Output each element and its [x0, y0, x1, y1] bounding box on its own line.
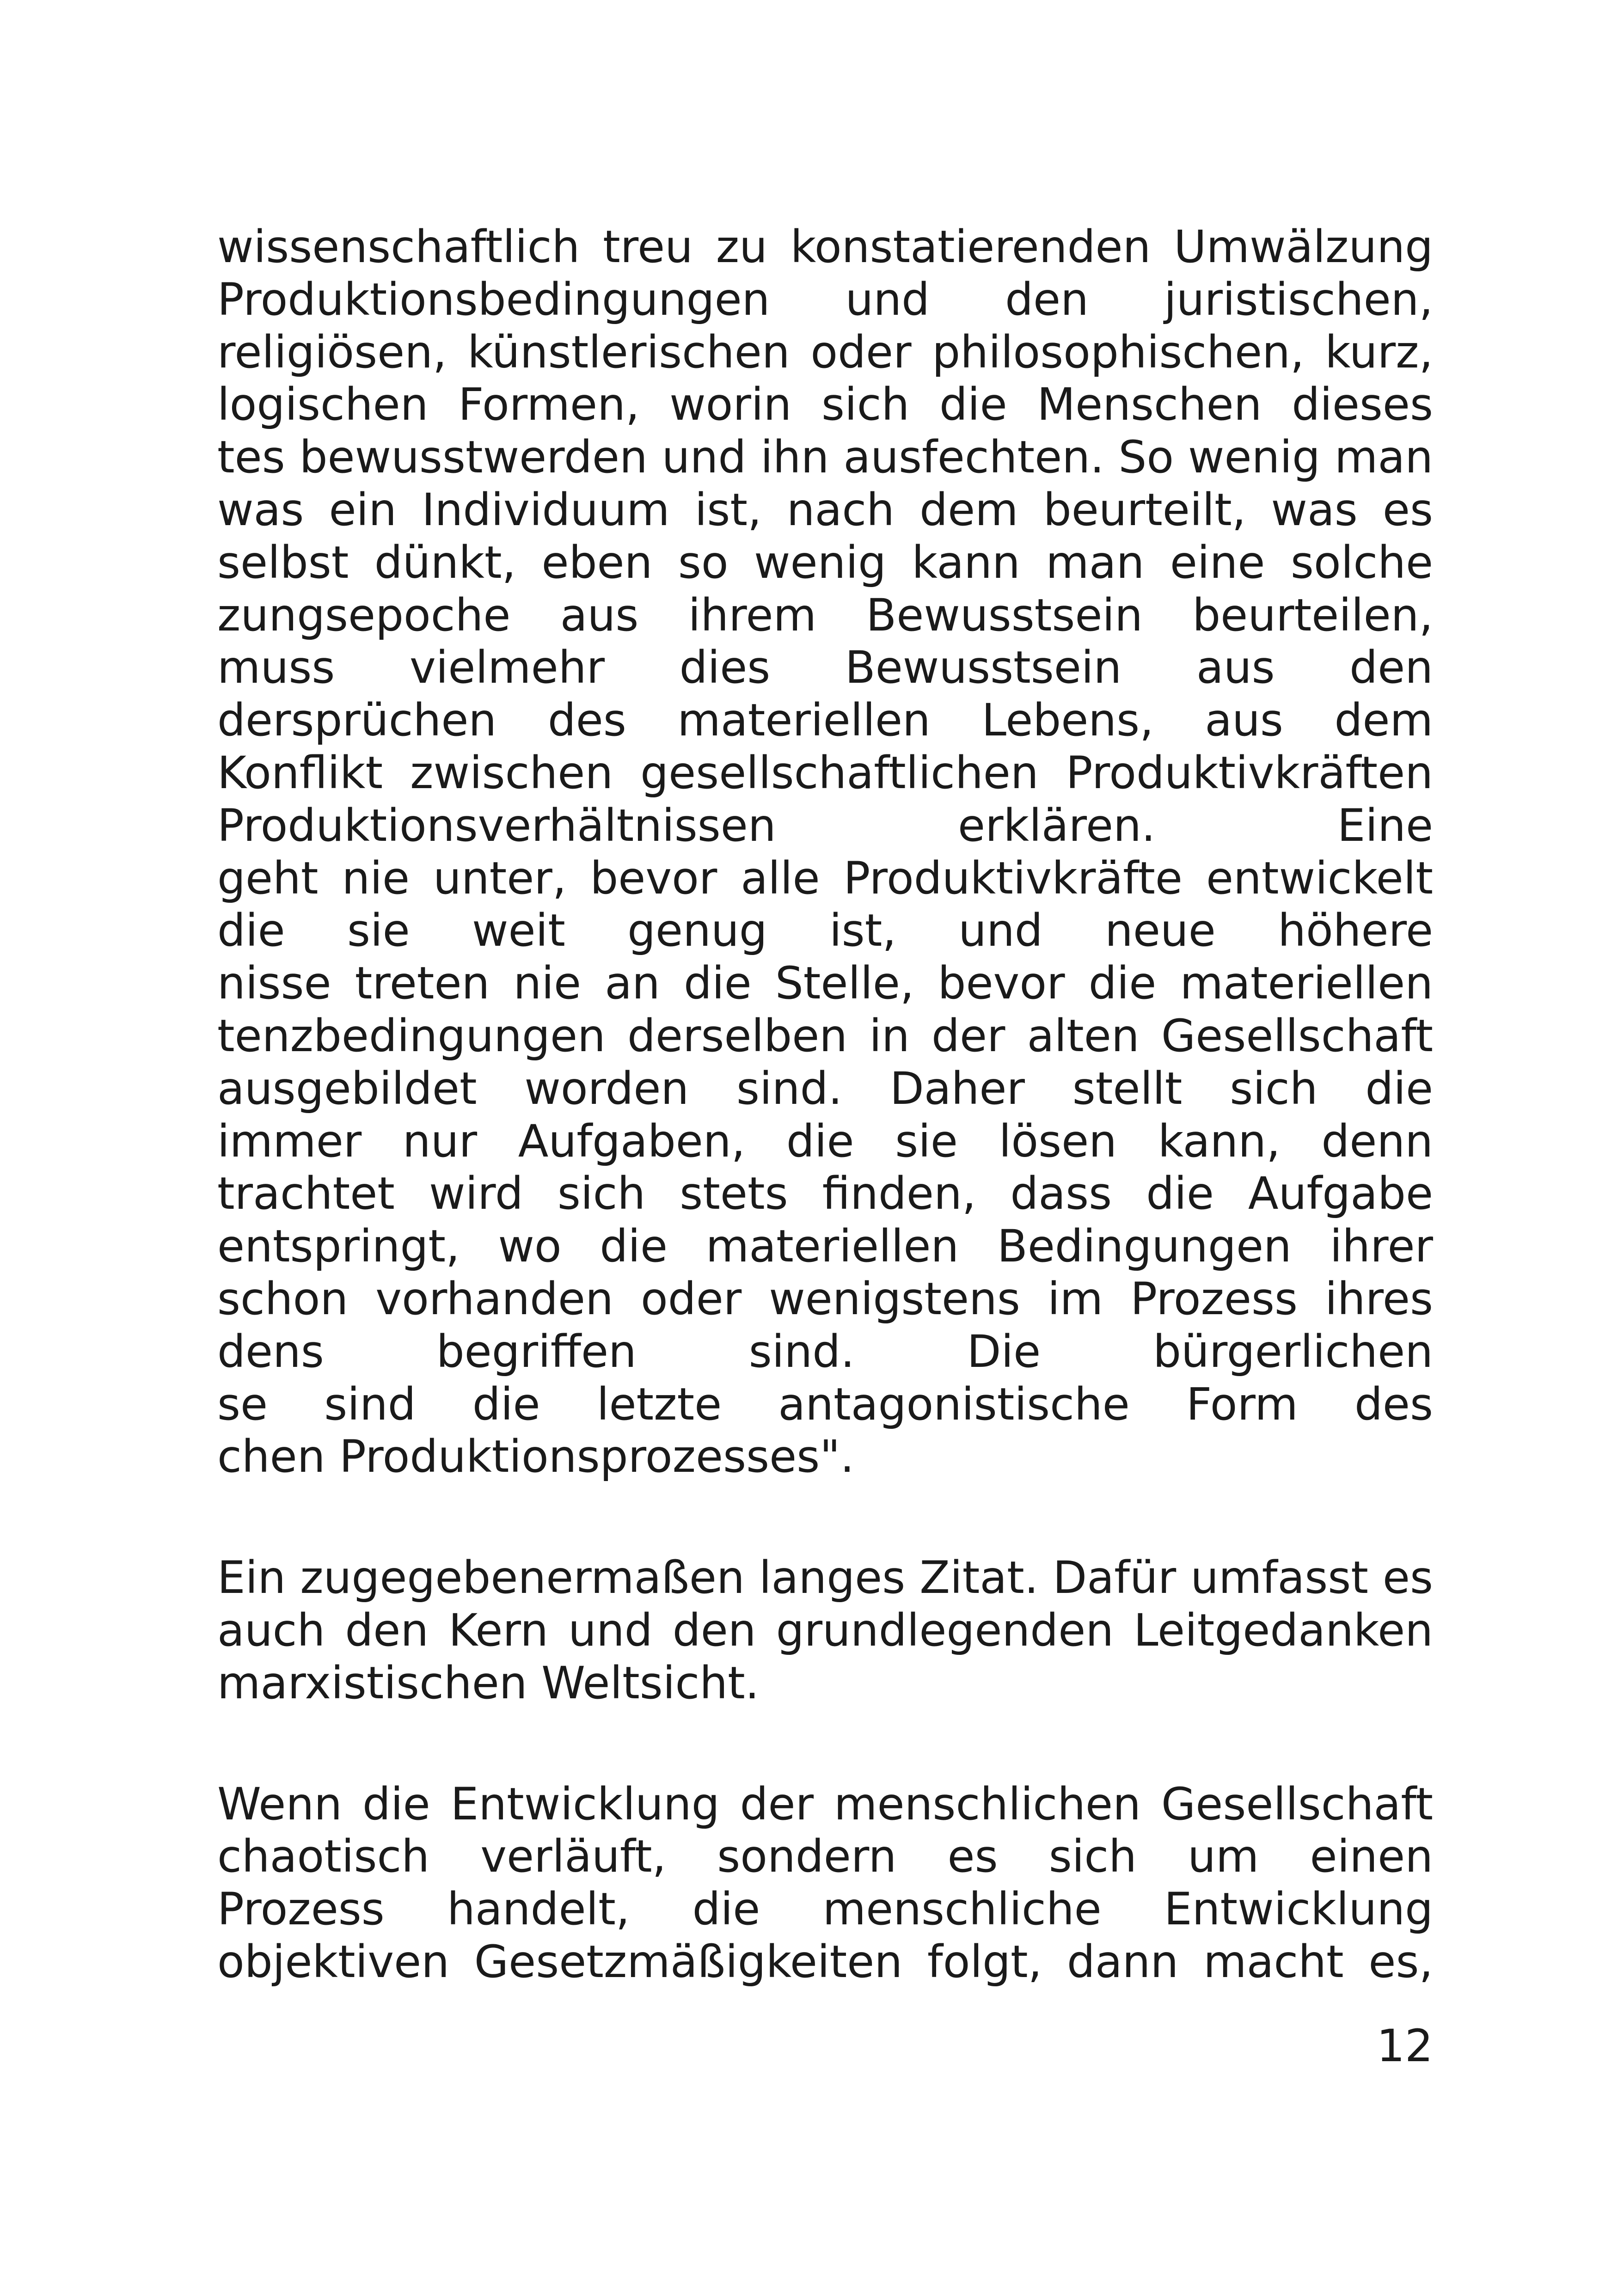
text-line: wissenschaftlich treu zu konstatierenden Umwälzung: [217, 221, 1433, 273]
text-line: nisse treten nie an die Stelle, bevor die materiellen: [217, 957, 1433, 1010]
text-line: dens begriffen sind. Die bürgerlichen: [217, 1325, 1433, 1378]
text-line: Wenn die Entwicklung der menschlichen Gesellschaft: [217, 1778, 1433, 1830]
text-line: Ein zugegebenermaßen langes Zitat. Dafür umfasst es: [217, 1552, 1433, 1604]
text-line: entspringt, wo die materiellen Bedingungen ihrer: [217, 1220, 1433, 1273]
page-number: 12: [1376, 2020, 1433, 2072]
body-text: [217, 221, 1433, 1989]
paragraph-gap: [217, 1710, 1433, 1778]
text-line: schon vorhanden oder wenigstens im Prozess ihres: [217, 1273, 1433, 1325]
text-line: tenzbedingungen derselben in der alten Gesellschaft: [217, 1010, 1433, 1062]
text-line: trachtet wird sich stets finden, dass die Aufgabe: [217, 1168, 1433, 1220]
text-line: die sie weit genug ist, und neue höhere: [217, 905, 1433, 957]
text-line: was ein Individuum ist, nach dem beurteilt, was es: [217, 484, 1433, 536]
text-line: Konflikt zwischen gesellschaftlichen Produktivkräften: [217, 747, 1433, 799]
text-line: chaotisch verläuft, sondern es sich um einen: [217, 1831, 1433, 1883]
text-line: marxistischen Weltsicht.: [217, 1657, 760, 1709]
text-line: ausgebildet worden sind. Daher stellt sich die: [217, 1062, 1433, 1114]
paragraph: [217, 1552, 1433, 1709]
text-line: religiösen, künstlerischen oder philosophischen, kurz,: [217, 326, 1433, 378]
text-line: muss vielmehr dies Bewusstsein aus den: [217, 642, 1433, 694]
text-line: tes bewusstwerden und ihn ausfechten. So wenig man: [217, 431, 1433, 484]
text-line: zungsepoche aus ihrem Bewusstsein beurteilen,: [217, 589, 1433, 641]
text-line: objektiven Gesetzmäßigkeiten folgt, dann macht es,: [217, 1935, 1433, 1988]
text-line: logischen Formen, worin sich die Menschen dieses: [217, 379, 1433, 431]
paragraph: [217, 221, 1433, 1483]
text-line: dersprüchen des materiellen Lebens, aus dem: [217, 694, 1433, 747]
text-line: Produktionsverhältnissen erklären. Eine: [217, 799, 1433, 851]
text-line: geht nie unter, bevor alle Produktivkräfte entwickelt: [217, 852, 1433, 904]
paragraph-gap: [217, 1483, 1433, 1552]
paragraph: [217, 1778, 1433, 1989]
text-line: selbst dünkt, eben so wenig kann man eine solche: [217, 536, 1433, 588]
text-line: se sind die letzte antagonistische Form des: [217, 1378, 1433, 1430]
text-line: Produktionsbedingungen und den juristischen,: [217, 273, 1433, 325]
text-line: Prozess handelt, die menschliche Entwicklung: [217, 1883, 1433, 1935]
text-line: chen Produktionsprozesses".: [217, 1431, 854, 1483]
text-line: immer nur Aufgaben, die sie lösen kann, denn: [217, 1115, 1433, 1167]
text-line: auch den Kern und den grundlegenden Leitgedanken: [217, 1604, 1433, 1656]
